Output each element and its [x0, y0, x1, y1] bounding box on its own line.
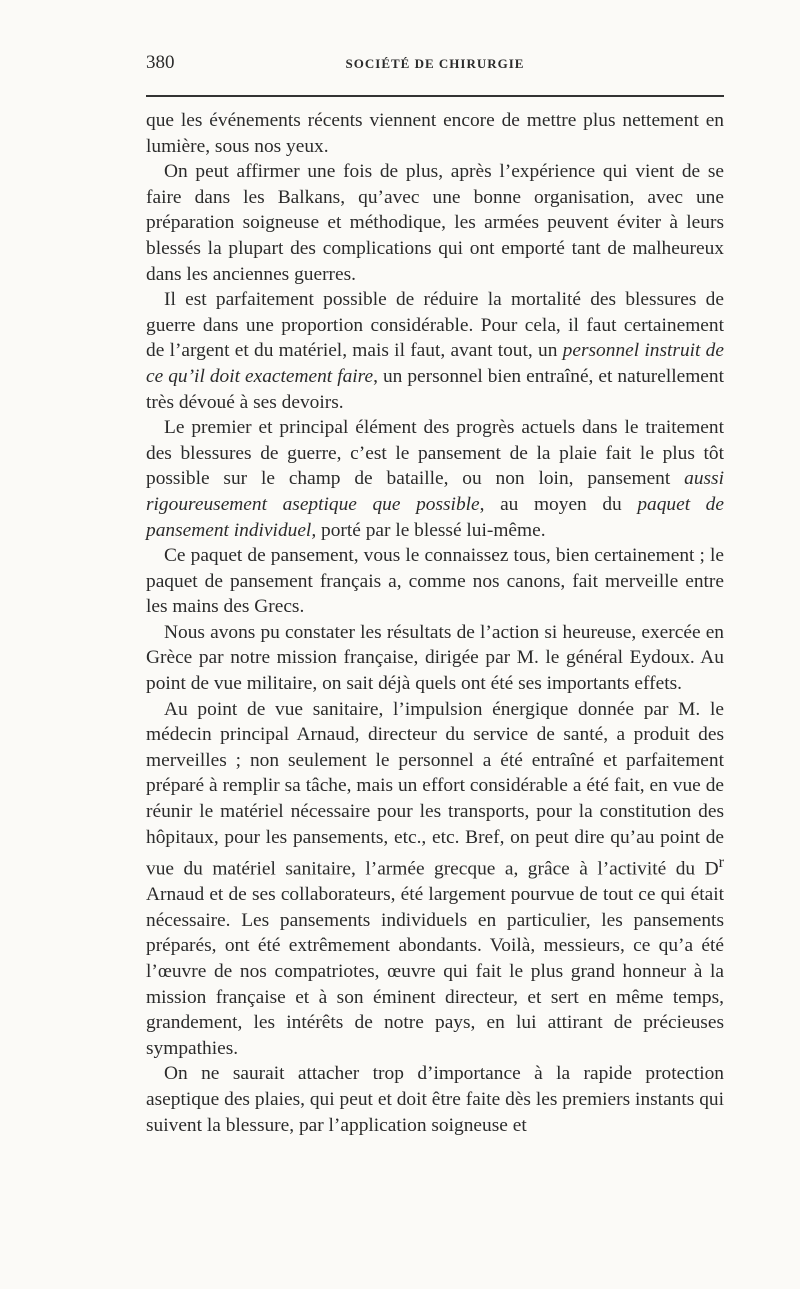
body-text	[146, 108, 724, 1138]
paragraph-3-text-b: , un personnel bien entraîné, et naturellement très dévoué à ses devoirs.	[146, 365, 724, 413]
paragraph-4-italic-2: paquet de pansement individuel,	[146, 493, 724, 541]
page-header	[146, 52, 724, 82]
paragraph-6: Nous avons pu constater les résultats de l’action si heureuse, exercée en Grèce par notre mission française, dirigée par M. le général Eydoux. Au point de vue militaire, on sait déjà quels ont été ses importants effets.	[146, 621, 724, 695]
header-rule	[146, 95, 724, 97]
paragraph-4-text-a: Le premier et principal élément des progrès actuels dans le traitement des blessures de guerre, c’est le pansement de la plaie fait le plus tôt possible sur le champ de bataille, ou non loin, pansement	[146, 417, 724, 490]
paragraph-3	[146, 287, 724, 415]
paragraph-5: Ce paquet de pansement, vous le connaissez tous, bien certainement ; le paquet de pansement français a, comme nos canons, fait merveille entre les mains des Grecs.	[146, 545, 724, 618]
paragraph-4-italic-1: aussi rigoureusement aseptique que possible	[146, 468, 724, 515]
paragraph-7-text-a: Au point de vue sanitaire, l’impulsion énergique donnée par M. le médecin principal Arnaud, directeur du service de santé, a produit des merveilles ; non seulement le personnel a été entraîné et parfaitement préparé à remplir sa tâche, mais un effort considérable a été fait, en vue de réunir le matériel nécessaire pour les transports, pour la constitution des hôpitaux, pour les pansements, etc., etc. Bref, on peut dire qu’au point de vue du matériel sanitaire, l’armée grecque a, grâce à l’activité du D	[146, 698, 724, 880]
paragraph-7-text-b: Arnaud et de ses collaborateurs, été largement pourvue de tout ce qui était nécessaire. Les pansements individuels en particulier, les pansements préparés, ont été extrêmement abondants. Voilà, messieurs, ce qu’a été l’œuvre de nos compatriotes, œuvre qui fait le plus grand honneur à la mission française et à son éminent directeur, et sert en même temps, grandement, les intérêts de notre pays, en lui attirant de précieuses sympathies.	[146, 884, 724, 1059]
paragraph-3-text-a: Il est parfaitement possible de réduire la mortalité des blessures de guerre dans une proportion considérable. Pour cela, il faut certainement de l’argent et du matériel, mais il faut, avant tout, un	[146, 289, 724, 362]
page-number: 380	[146, 52, 175, 73]
paragraph-4	[146, 415, 724, 543]
paragraph-3-italic: personnel instruit de ce qu’il doit exactement faire	[146, 340, 724, 387]
paragraph-4-text-b: , au moyen du	[479, 493, 638, 515]
running-title: SOCIÉTÉ DE CHIRURGIE	[345, 56, 525, 71]
paragraph-8: On ne saurait attacher trop d’importance à la rapide protection aseptique des plaies, qui peut et doit être faite dès les premiers instants qui suivent la blessure, par l’application soigneuse et	[146, 1063, 724, 1136]
paragraph-1: que les événements récents viennent encore de mettre plus nettement en lumière, sous nos yeux.	[146, 110, 724, 157]
paragraph-7	[146, 697, 724, 1062]
paragraph-2: On peut affirmer une fois de plus, après l’expérience qui vient de se faire dans les Balkans, qu’avec une bonne organisation, avec une préparation soigneuse et méthodique, les armées peuvent éviter à leurs blessés la plupart des complications qui ont emporté tant de malheureux dans les anciennes guerres.	[146, 161, 724, 285]
paragraph-4-text-c: porté par le blessé lui-même.	[316, 519, 546, 541]
superscript-r: r	[718, 854, 724, 872]
